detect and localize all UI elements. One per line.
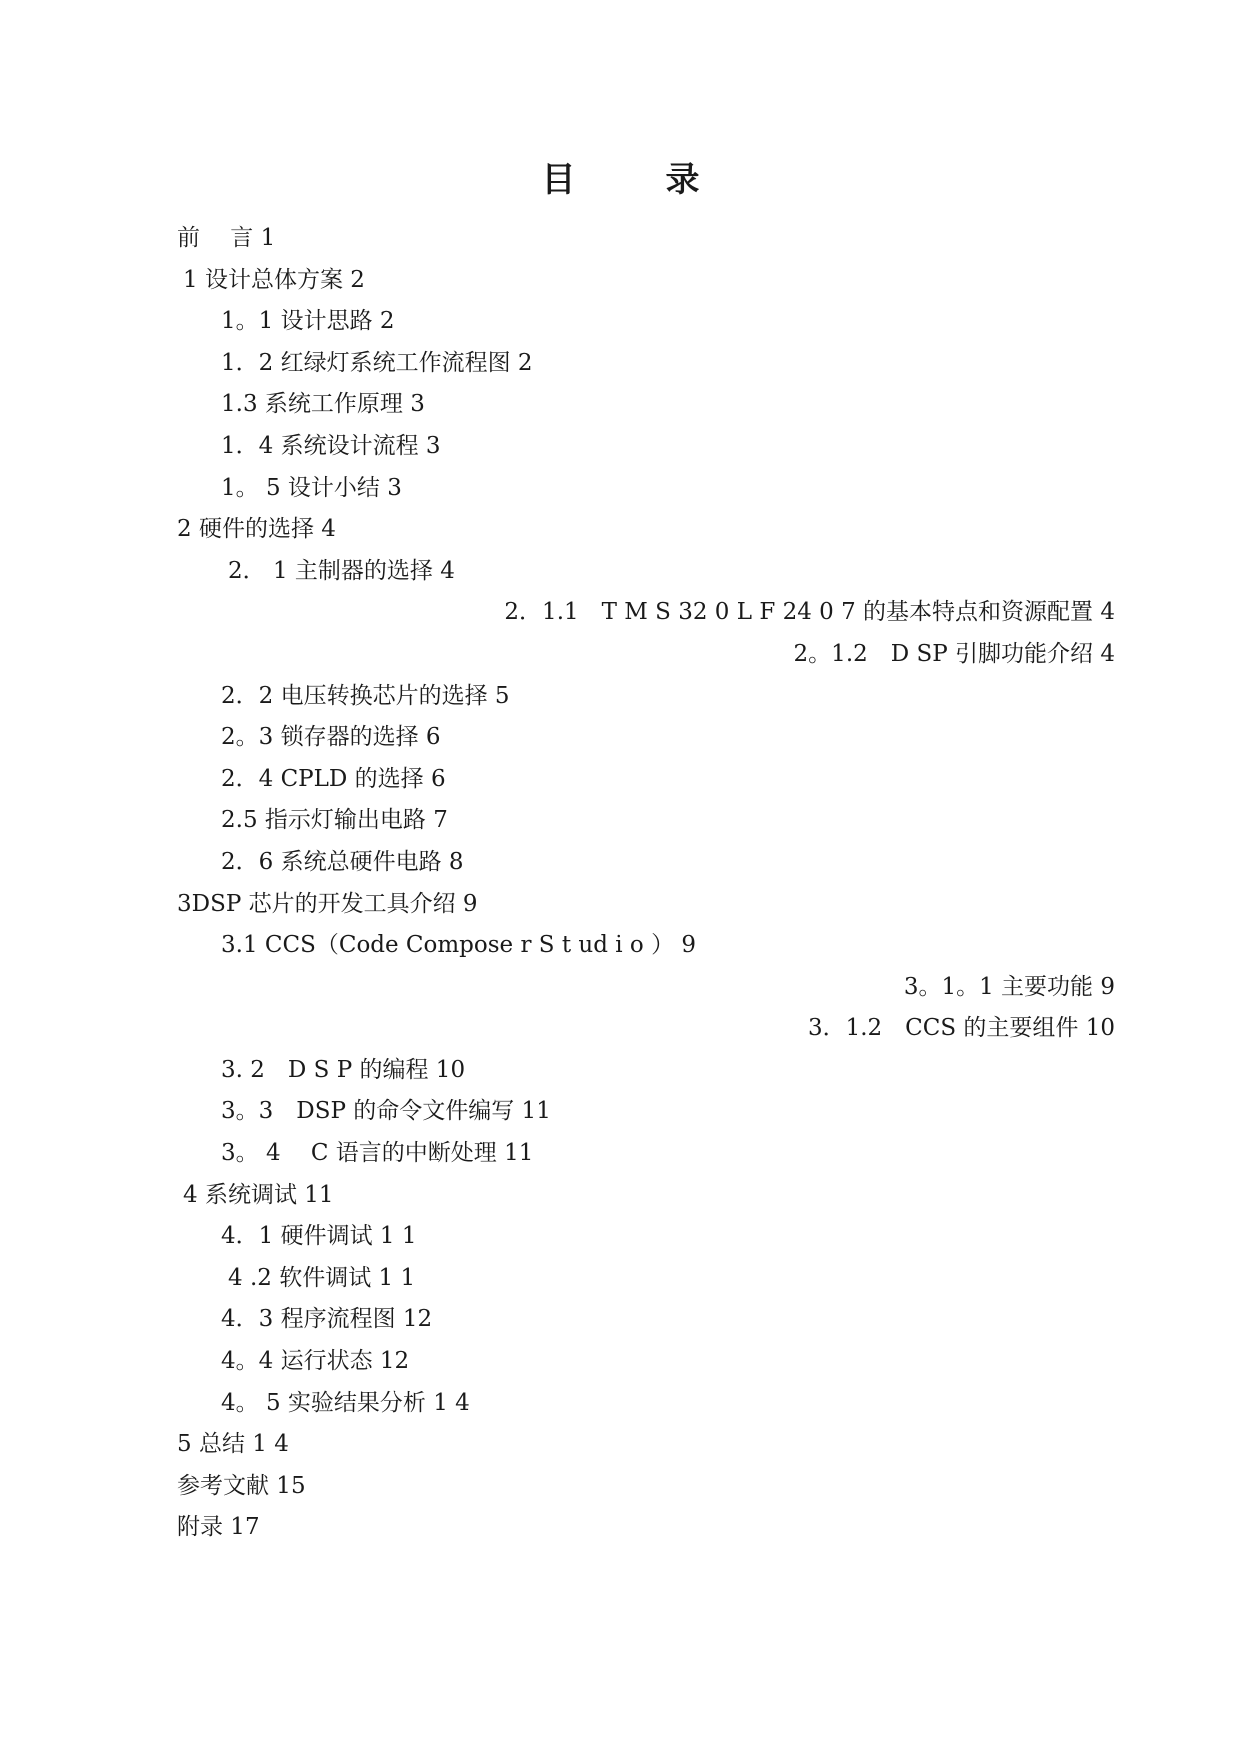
- toc-entry: [0, 592, 1241, 634]
- toc-entry: [0, 343, 1241, 385]
- toc-entry: [0, 967, 1241, 1009]
- toc-entry-text: 2 硬件的选择 4: [177, 516, 336, 543]
- toc-entry: [0, 1008, 1241, 1050]
- toc-entry: [0, 1216, 1241, 1258]
- toc-entry-text: 3。 4 C 语言的中断处理 11: [221, 1140, 534, 1167]
- toc-entry-text: 1.3 系统工作原理 3: [221, 391, 425, 418]
- toc-title: 目 录: [541, 160, 728, 200]
- toc-entry: [0, 1507, 1241, 1549]
- toc-entry-text: 1．2 红绿灯系统工作流程图 2: [221, 349, 533, 376]
- toc-entry-text: 4 .2 软件调试 1 1: [228, 1264, 416, 1291]
- toc-entry-text: 2．2 电压转换芯片的选择 5: [221, 682, 510, 709]
- toc-entry: [0, 1383, 1241, 1425]
- toc-entry-text: 4．1 硬件调试 1 1: [221, 1223, 417, 1250]
- toc-entry-text: 4 系统调试 11: [183, 1181, 334, 1208]
- toc-entry: [0, 1424, 1241, 1466]
- toc-entry: [0, 717, 1241, 759]
- toc-entry: [0, 1133, 1241, 1175]
- toc-entry: [0, 1341, 1241, 1383]
- toc-entry: [0, 509, 1241, 551]
- toc-entry: [0, 842, 1241, 884]
- toc-entry-text: 附录 17: [177, 1514, 260, 1541]
- toc-entry-text: 3DSP 芯片的开发工具介绍 9: [177, 890, 478, 917]
- toc-entry-text: 2． 1 主制器的选择 4: [228, 557, 455, 584]
- toc-entry: [0, 925, 1241, 967]
- toc-entry: [0, 1299, 1241, 1341]
- toc-entry: [0, 260, 1241, 302]
- toc-entry-text: 参考文献 15: [177, 1472, 306, 1499]
- toc-entry: [0, 218, 1241, 260]
- toc-entry-text: 3.1 CCS（Code Compose r S t ud i o ） 9: [221, 932, 697, 959]
- toc-entry-text: 1。1 设计思路 2: [221, 308, 395, 335]
- toc-entry-text: 2．1.1 T M S 32 0 L F 24 0 7 的基本特点和资源配置 4: [504, 599, 1115, 626]
- toc-entry: [0, 551, 1241, 593]
- toc-entry: [0, 301, 1241, 343]
- toc-entry-text: 2．6 系统总硬件电路 8: [221, 848, 464, 875]
- toc-list: [0, 218, 1241, 1549]
- toc-entry-text: 1。 5 设计小结 3: [221, 474, 402, 501]
- toc-entry: [0, 426, 1241, 468]
- toc-entry: [0, 800, 1241, 842]
- toc-entry-text: 5 总结 1 4: [177, 1431, 289, 1458]
- toc-entry-text: 2。1.2 D SP 引脚功能介绍 4: [793, 640, 1115, 667]
- toc-entry-text: 3. 2 D S P 的编程 10: [221, 1056, 466, 1083]
- toc-entry-text: 1．4 系统设计流程 3: [221, 432, 441, 459]
- toc-entry-text: 1 设计总体方案 2: [183, 266, 365, 293]
- toc-entry-text: 3．1.2 CCS 的主要组件 10: [807, 1015, 1115, 1042]
- toc-entry-text: 3。3 DSP 的命令文件编写 11: [221, 1098, 551, 1125]
- toc-entry: [0, 1175, 1241, 1217]
- toc-entry: [0, 1466, 1241, 1508]
- toc-entry: [0, 384, 1241, 426]
- toc-entry-text: 3。1。1 主要功能 9: [903, 973, 1115, 1000]
- toc-entry-text: 前 言 1: [177, 225, 276, 251]
- toc-entry-text: 2．4 CPLD 的选择 6: [221, 765, 446, 792]
- toc-entry: [0, 634, 1241, 676]
- toc-entry: [0, 676, 1241, 718]
- toc-entry: [0, 1258, 1241, 1300]
- toc-entry: [0, 468, 1241, 510]
- toc-entry: [0, 759, 1241, 801]
- toc-entry-text: 4。4 运行状态 12: [221, 1348, 410, 1375]
- toc-entry: [0, 884, 1241, 926]
- toc-entry: [0, 1050, 1241, 1092]
- toc-entry-text: 2。3 锁存器的选择 6: [221, 724, 441, 751]
- toc-entry-text: 4。 5 实验结果分析 1 4: [221, 1389, 470, 1416]
- toc-entry-text: 4．3 程序流程图 12: [221, 1306, 433, 1333]
- toc-entry: [0, 1091, 1241, 1133]
- toc-entry-text: 2.5 指示灯输出电路 7: [221, 807, 448, 834]
